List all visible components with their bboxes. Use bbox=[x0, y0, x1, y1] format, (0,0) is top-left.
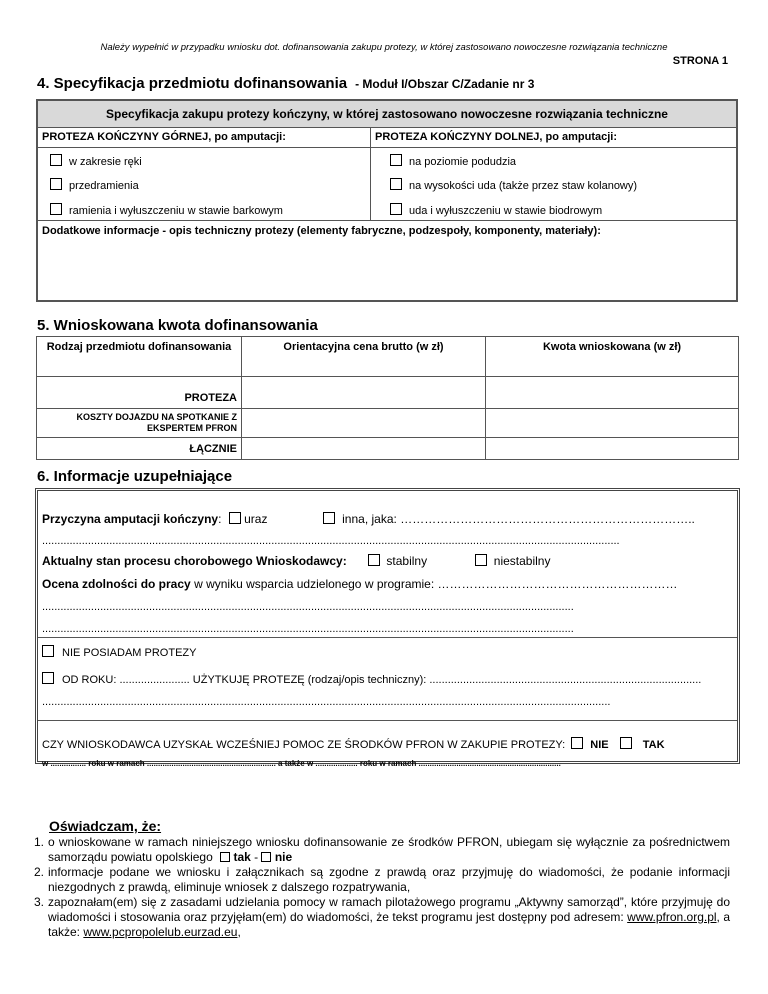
section4-title: 4. Specyfikacja przedmiotu dofinansowania - Moduł I/Obszar C/Zadanie nr 3 bbox=[37, 75, 535, 92]
additional-info-label: Dodatkowe informacje - opis techniczny protezy (elementy fabryczne, podzespoły, komponenty, materiały): bbox=[42, 225, 601, 237]
pfron-help-question-row: CZY WNIOSKODAWCA UZYSKAŁ WCZEŚNIEJ POMOC ZE ŚRODKÓW PFRON W ZAKUPIE PROTEZY: NIE TAK bbox=[42, 739, 665, 751]
option-lower-leg[interactable]: na poziomie podudzia bbox=[390, 154, 516, 168]
checkbox[interactable] bbox=[390, 154, 402, 166]
page-number: STRONA 1 bbox=[672, 55, 728, 67]
amputation-cause-row: Przyczyna amputacji kończyny: uraz inna, jaka: ……………………………………………………………….. bbox=[42, 512, 695, 526]
prosthesis-price-cell[interactable] bbox=[242, 377, 486, 409]
prosthesis-desc-line[interactable]: .......................................................................................................................................................................................... bbox=[42, 696, 611, 708]
row-prosthesis-label: PROTEZA bbox=[37, 377, 242, 409]
total-price-cell[interactable] bbox=[242, 438, 486, 460]
prosthesis-spec-table bbox=[36, 99, 738, 302]
col-item-type: Rodzaj przedmiotu dofinansowania bbox=[37, 337, 242, 377]
col-requested-amount: Kwota wnioskowana (w zł) bbox=[486, 337, 739, 377]
checkbox-uses-prosthesis[interactable] bbox=[42, 672, 54, 684]
checkbox-pfron-yes[interactable] bbox=[620, 737, 632, 749]
checkbox-yes[interactable] bbox=[220, 852, 230, 862]
pfron-link[interactable]: www.pfron.org.pl bbox=[627, 910, 717, 924]
travel-price-cell[interactable] bbox=[242, 409, 486, 438]
declaration-item-1: 1. o wnioskowane w ramach niniejszego wniosku dofinansowanie ze środków PFRON, ubiegam się wyłącznie za pośrednictwem samorządu powiatu opolskiego tak - nie bbox=[34, 835, 730, 864]
work-ability-line-1[interactable]: .............................................................................................................................................................................. bbox=[42, 601, 574, 613]
other-continuation-line[interactable]: ............................................................................................................................................................................................. bbox=[42, 535, 620, 547]
total-amount-cell[interactable] bbox=[486, 438, 739, 460]
amount-table bbox=[36, 336, 739, 460]
other-fill-line[interactable]: ……………………………………………………………….. bbox=[400, 512, 695, 526]
checkbox[interactable] bbox=[50, 178, 62, 190]
declaration-title: Oświadczam, że: bbox=[49, 818, 162, 834]
upper-limb-title: PROTEZA KOŃCZYNY GÓRNEJ, po amputacji: bbox=[42, 131, 286, 143]
prosthesis-since-row: OD ROKU: ....................... UŻYTKUJĘ PROTEZĘ (rodzaj/opis techniczny): ......................................................................................... bbox=[42, 672, 733, 686]
declaration-item-2: 2. informacje podane we wniosku i załącznikach są zgodne z prawdą oraz przyjmuję do wiadomości, że podanie informacji niezgodnych z prawdą, eliminuje wniosek z dalszego rozpatrywania, bbox=[34, 865, 730, 894]
lower-limb-title: PROTEZA KOŃCZYNY DOLNEJ, po amputacji: bbox=[375, 131, 618, 143]
fill-instruction-note: Należy wypełnić w przypadku wniosku dot. dofinansowania zakupu protezy, w której zastosowano nowoczesne rozwiązania techniczne bbox=[100, 42, 668, 53]
previous-help-years-line[interactable]: w ................ roku w ramach .......................................................... a także w ................... roku w ramach ................................................................ bbox=[42, 759, 561, 768]
option-thigh-knee[interactable]: na wysokości uda (także przez staw kolanowy) bbox=[390, 178, 637, 192]
checkbox-pfron-no[interactable] bbox=[571, 737, 583, 749]
work-ability-line-2[interactable]: .............................................................................................................................................................................. bbox=[42, 623, 574, 635]
checkbox[interactable] bbox=[390, 203, 402, 215]
checkbox[interactable] bbox=[50, 203, 62, 215]
row-travel-costs-label: KOSZTY DOJAZDU NA SPOTKANIE Z EKSPERTEM PFRON bbox=[37, 409, 242, 438]
option-arm-shoulder[interactable]: ramienia i wyłuszczeniu w stawie barkowym bbox=[50, 203, 283, 217]
prosthesis-amount-cell[interactable] bbox=[486, 377, 739, 409]
row-total-label: ŁĄCZNIE bbox=[37, 438, 242, 460]
section4-subtitle: - Moduł I/Obszar C/Zadanie nr 3 bbox=[355, 77, 535, 91]
checkbox-stable[interactable] bbox=[368, 554, 380, 566]
checkbox-injury[interactable] bbox=[229, 512, 241, 524]
checkbox[interactable] bbox=[50, 154, 62, 166]
checkbox-other[interactable] bbox=[323, 512, 335, 524]
section6-title: 6. Informacje uzupełniające bbox=[37, 468, 233, 485]
checkbox-unstable[interactable] bbox=[475, 554, 487, 566]
spec-table-header: Specyfikacja zakupu protezy kończyny, w której zastosowano nowoczesne rozwiązania techniczne bbox=[38, 101, 736, 128]
checkbox-no-prosthesis[interactable] bbox=[42, 645, 54, 657]
checkbox[interactable] bbox=[390, 178, 402, 190]
work-ability-fill[interactable]: …………………………………………………… bbox=[437, 577, 678, 591]
option-thigh-hip[interactable]: uda i wyłuszczeniu w stawie biodrowym bbox=[390, 203, 602, 217]
pcpr-link[interactable]: www.pcpropolelub.eurzad.eu bbox=[83, 925, 238, 939]
disease-state-row: Aktualny stan procesu chorobowego Wnioskodawcy: stabilny niestabilny bbox=[42, 554, 551, 568]
injury-label: uraz bbox=[244, 512, 268, 526]
option-hand[interactable]: w zakresie ręki bbox=[50, 154, 142, 168]
section5-title: 5. Wnioskowana kwota dofinansowania bbox=[37, 317, 318, 334]
col-gross-price: Orientacyjna cena brutto (w zł) bbox=[242, 337, 486, 377]
travel-amount-cell[interactable] bbox=[486, 409, 739, 438]
declaration-item-3: 3. zapoznałam(em) się z zasadami udzielania pomocy w ramach pilotażowego programu „Aktywny samorząd”, które przyjmuję do wiadomości i stosowania oraz przyjęłam(em) do wiadomości, że tekst programu jest dostępny pod adresem: www.pfron.org.pl, a także: www.pcpropolelub.eurzad.eu, bbox=[34, 895, 731, 939]
work-ability-row: Ocena zdolności do pracy w wyniku wsparcia udzielonego w programie: …………………………………………………… bbox=[42, 577, 678, 591]
other-label: inna, jaka: bbox=[342, 512, 397, 526]
supplementary-info-box bbox=[35, 488, 740, 768]
checkbox-no[interactable] bbox=[261, 852, 271, 862]
declaration-list bbox=[34, 835, 730, 940]
option-forearm[interactable]: przedramienia bbox=[50, 178, 139, 192]
no-prosthesis-row: NIE POSIADAM PROTEZY bbox=[42, 645, 733, 659]
